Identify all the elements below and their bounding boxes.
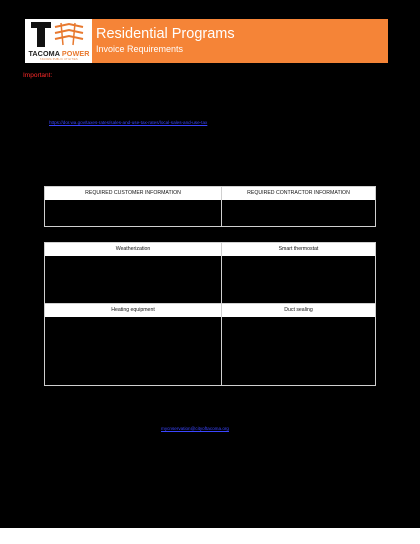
customer-info-cell [45,200,221,226]
duct-sealing-header: Duct sealing [222,304,375,317]
weatherization-header: Weatherization [45,243,221,256]
logo-tagline: TACOMA PUBLIC UTILITIES [40,58,78,61]
required-info-table [44,186,376,227]
heating-equipment-cell [45,317,221,385]
measures-table [44,242,376,386]
important-label: Important: [23,72,53,79]
contractor-info-header: REQUIRED CONTRACTOR INFORMATION [222,187,375,200]
logo-wordmark: TACOMA POWER [28,49,90,58]
page-title: Residential Programs [96,26,235,42]
smart-thermostat-header: Smart thermostat [222,243,375,256]
customer-info-header: REQUIRED CUSTOMER INFORMATION [45,187,221,200]
email-link[interactable]: mycnservation@cityoftacoma.org [161,426,229,431]
duct-sealing-cell [222,317,375,385]
contractor-info-cell [222,200,375,226]
heating-equipment-header: Heating equipment [45,304,221,317]
tacoma-power-logo [25,19,92,63]
smart-thermostat-cell [222,256,375,304]
page-subtitle: Invoice Requirements [96,44,184,54]
page-bottom-margin [0,528,420,544]
sales-tax-link[interactable]: https://dor.wa.gov/taxes-rates/sales-and-use-tax-rates/local-sales-and-use-tax [49,120,208,125]
weatherization-cell [45,256,221,304]
header-banner [92,19,388,63]
